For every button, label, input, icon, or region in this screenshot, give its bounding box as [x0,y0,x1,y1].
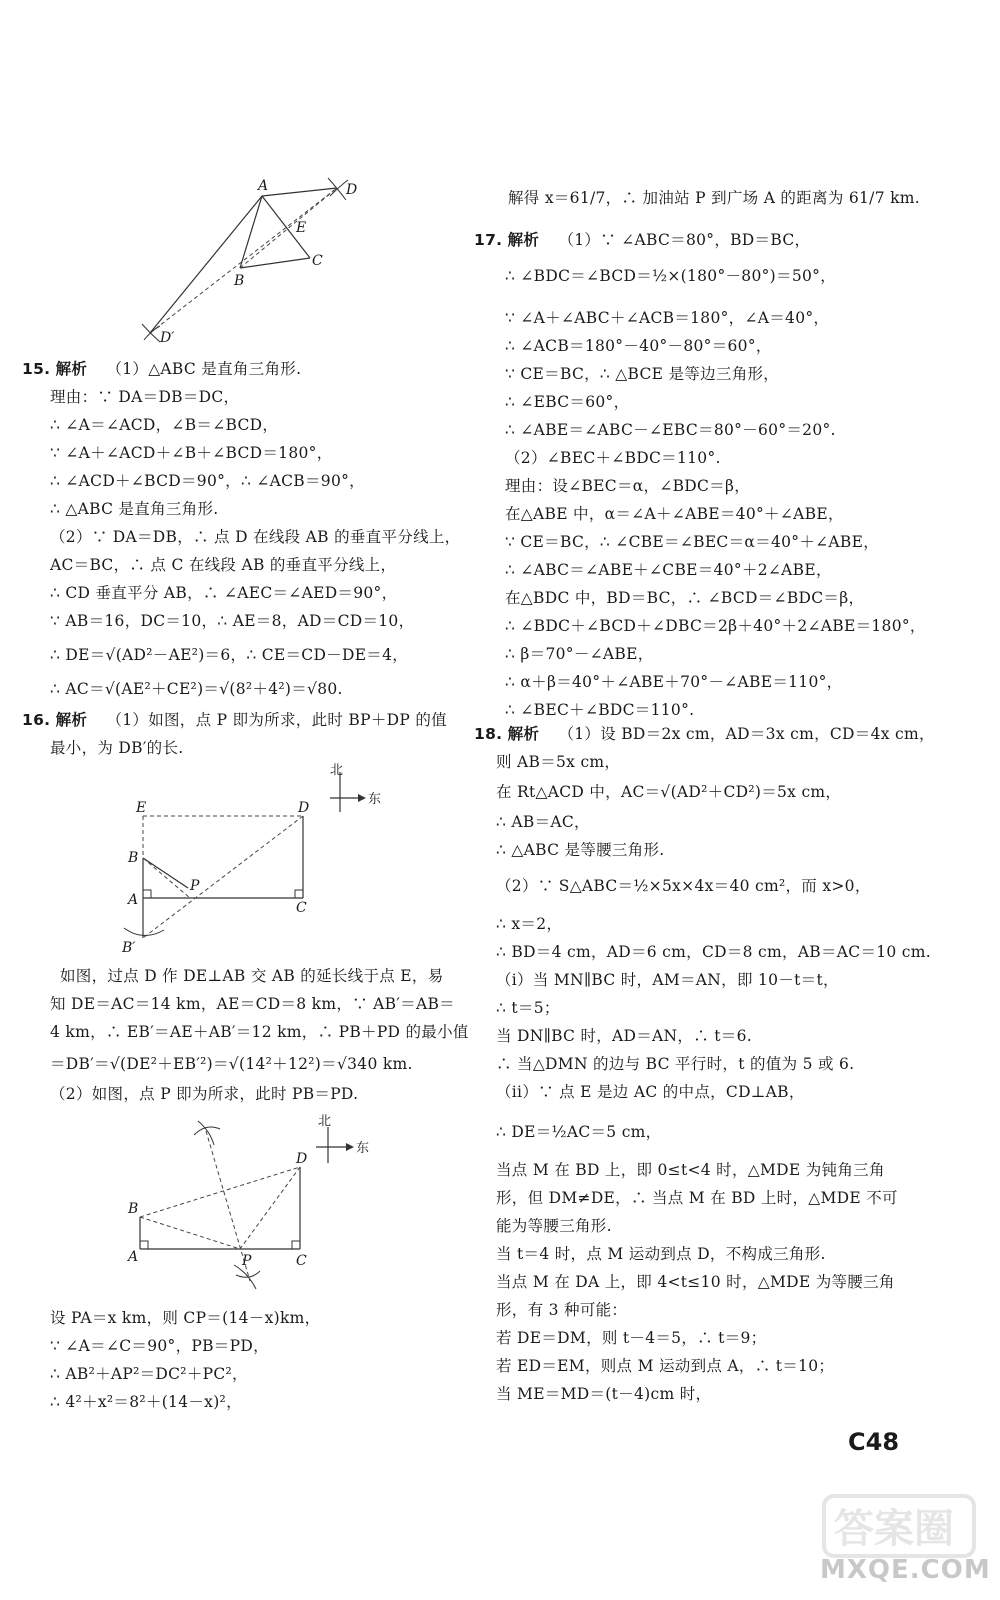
fig1-label-dprime: D′ [160,330,175,346]
q17-number: 17. [474,231,503,249]
q18-line: 形，但 DM≠DE，∴ 当点 M 在 BD 上时，△MDE 不可 [496,1189,898,1207]
q15-line: 理由：∵ DA＝DB＝DC， [50,388,240,406]
q17-line: ∴ ∠ABC＝∠ABE＋∠CBE＝40°＋2∠ABE， [505,561,832,579]
q17-line: ∴ α＋β＝40°＋∠ABE＋70°－∠ABE＝110°， [505,673,843,691]
watermark-logo-text: 答案圈 [834,1505,954,1552]
q17-line: 在△BDC 中，BD＝BC，∴ ∠BCD＝∠BDC＝β， [505,589,865,607]
fig2-label-c: C [296,900,307,916]
q16-line: 最小，为 DB′的长. [50,739,184,757]
fig2-label-bprime: B′ [122,940,136,956]
fig1-label-a: A [258,178,269,194]
q18-line: （i）当 MN∥BC 时，AM＝AN，即 10－t＝t， [496,971,839,989]
fig2-label-a: A [128,892,139,908]
q17-line: ∴ ∠BDC＋∠BCD＋∠DBC＝2β＋40°＋2∠ABE＝180°， [505,617,926,635]
q15-line: ∴ ∠ACD＋∠BCD＝90°，∴ ∠ACB＝90°， [50,472,365,490]
q18-line: ∴ △ABC 是等腰三角形. [496,841,665,859]
q18-line: ∴ DE＝½AC＝5 cm， [496,1123,662,1141]
q15-line: （1）△ABC 是直角三角形. [106,360,302,378]
q16-label: 解析 [55,711,88,729]
q16-line: ∵ ∠A＝∠C＝90°，PB＝PD， [50,1337,269,1355]
q17-line: ∴ β＝70°－∠ABE， [505,645,654,663]
q15-number: 15. [22,360,51,378]
fig3-label-c: C [296,1253,307,1269]
q16-line: 4 km，∴ EB′＝AE＋AB′＝12 km，∴ PB＋PD 的最小值 [50,1023,469,1041]
q15-line: ∵ ∠A＋∠ACD＋∠B＋∠BCD＝180°， [50,444,333,462]
fig2-label-d: D [298,800,310,816]
fig2-north: 北 [330,763,344,778]
page-number: C48 [848,1428,900,1456]
q17-line: 在△ABE 中，α＝∠A＋∠ABE＝40°＋∠ABE， [505,505,844,523]
fig3-label-p: P [242,1253,252,1269]
q15-line: ∵ AB＝16，DC＝10，∴ AE＝8，AD＝CD＝10， [50,612,415,630]
q18-line: ∴ BD＝4 cm，AD＝6 cm，CD＝8 cm，AB＝AC＝10 cm. [496,943,932,961]
q15-line: ∴ ∠A＝∠ACD，∠B＝∠BCD， [50,416,279,434]
fig3-north: 北 [318,1114,332,1129]
q18-line: 当 ME＝MD＝(t－4)cm 时， [496,1385,712,1403]
q15-line: ∴ AC＝√(AE²＋CE²)＝√(8²＋4²)＝√80. [50,680,343,698]
q15-line: AC＝BC，∴ 点 C 在线段 AB 的垂直平分线上， [50,556,397,574]
q18-line: 能为等腰三角形. [496,1217,612,1235]
fig2-east: 东 [368,792,382,807]
q16-diagram-1 [110,760,390,960]
q16-line: 如图，过点 D 作 DE⊥AB 交 AB 的延长线于点 E，易 [60,967,444,985]
q17-line: 理由：设∠BEC＝α，∠BDC＝β， [505,477,751,495]
q18-label: 解析 [507,725,540,743]
fig3-label-a: A [128,1249,139,1265]
fig1-label-c: C [312,253,323,269]
watermark-text: MXQE.COM [820,1555,991,1585]
fig1-label-d: D [346,182,358,198]
q16-diagram-2 [110,1105,390,1300]
q18-line: ∴ t＝5； [496,999,560,1017]
q15-heading [22,357,301,379]
q18-heading [474,722,935,744]
q17-line: ∴ ∠ACB＝180°－40°－80°＝60°， [505,337,772,355]
q15-line: ∴ CD 垂直平分 AB，∴ ∠AEC＝∠AED＝90°， [50,584,398,602]
q18-line: 若 DE＝DM，则 t－4＝5，∴ t＝9； [496,1329,767,1347]
fig1-label-b: B [234,273,245,289]
q17-line: ∵ ∠A＋∠ABC＋∠ACB＝180°，∠A＝40°， [505,309,830,327]
q18-line: 当 t＝4 时，点 M 运动到点 D，不构成三角形. [496,1245,826,1263]
q18-line: 当 DN∥BC 时，AD＝AN，∴ t＝6. [496,1027,752,1045]
q17-line: （1）∵ ∠ABC＝80°，BD＝BC， [558,231,811,249]
q16-line: ∴ AB²＋AP²＝DC²＋PC²， [50,1365,248,1383]
q18-line: ∴ 当△DMN 的边与 BC 平行时，t 的值为 5 或 6. [496,1055,855,1073]
q17-line: ∴ ∠BDC＝∠BCD＝½×(180°－80°)＝50°， [505,267,836,285]
q17-line: ∴ ∠BEC＋∠BDC＝110°. [505,701,695,719]
q18-line: （2）∵ S△ABC＝½×5x×4x＝40 cm²，而 x>0， [496,877,871,895]
q15-line: ∴ DE＝√(AD²－AE²)＝6，∴ CE＝CD－DE＝4， [50,646,409,664]
q16-line: 设 PA＝x km，则 CP＝(14－x)km， [50,1309,321,1327]
fig3-label-d: D [296,1151,308,1167]
fig2-label-b: B [128,850,139,866]
q18-line: 则 AB＝5x cm， [496,753,621,771]
q15-diagram [130,170,370,355]
q15-line: （2）∵ DA＝DB，∴ 点 D 在线段 AB 的垂直平分线上， [50,528,461,546]
q16-number: 16. [22,711,51,729]
q16-heading [22,708,447,730]
q18-line: （1）设 BD＝2x cm，AD＝3x cm，CD＝4x cm， [558,725,935,743]
q16-line: （2）如图，点 P 即为所求，此时 PB＝PD. [50,1085,359,1103]
q18-line: 若 ED＝EM，则点 M 运动到点 A，∴ t＝10； [496,1357,835,1375]
q18-number: 18. [474,725,503,743]
q17-line: ∴ ∠ABE＝∠ABC－∠EBC＝80°－60°＝20°. [505,421,836,439]
fig1-label-e: E [296,220,307,236]
q16-line: ∴ 4²＋x²＝8²＋(14－x)²， [50,1393,242,1411]
q17-label: 解析 [507,231,540,249]
q16-line: 知 DE＝AC＝14 km，AE＝CD＝8 km，∵ AB′＝AB＝ [50,995,455,1013]
fig3-east: 东 [356,1141,370,1156]
q18-line: （ii）∵ 点 E 是边 AC 的中点，CD⊥AB， [496,1083,805,1101]
q17-line: ∵ CE＝BC，∴ ∠CBE＝∠BEC＝α＝40°＋∠ABE， [505,533,880,551]
q18-line: 形，有 3 种可能： [496,1301,628,1319]
fig2-label-e: E [136,800,147,816]
fig3-label-b: B [128,1201,139,1217]
q15-label: 解析 [55,360,88,378]
q17-heading [474,228,810,250]
q17-line: ∴ ∠EBC＝60°， [505,393,630,411]
q17-line: ∵ CE＝BC，∴ △BCE 是等边三角形， [505,365,780,383]
q16-line: ＝DB′＝√(DE²＋EB′²)＝√(14²＋12²)＝√340 km. [50,1055,413,1073]
q18-line: 当点 M 在 DA 上，即 4<t≤10 时，△MDE 为等腰三角 [496,1273,895,1291]
q17-line: （2）∠BEC＋∠BDC＝110°. [505,449,721,467]
q18-line: ∴ x＝2， [496,915,563,933]
q18-line: 当点 M 在 BD 上，即 0≤t<4 时，△MDE 为钝角三角 [496,1161,885,1179]
q18-line: 在 Rt△ACD 中，AC＝√(AD²＋CD²)＝5x cm， [496,783,842,801]
fig2-label-p: P [190,878,200,894]
q18-line: ∴ AB＝AC， [496,813,590,831]
q16-solution-line: 解得 x＝61/7，∴ 加油站 P 到广场 A 的距离为 61/7 km. [508,189,921,207]
q16-line: （1）如图，点 P 即为所求，此时 BP＋DP 的值 [106,711,447,729]
q15-line: ∴ △ABC 是直角三角形. [50,500,219,518]
